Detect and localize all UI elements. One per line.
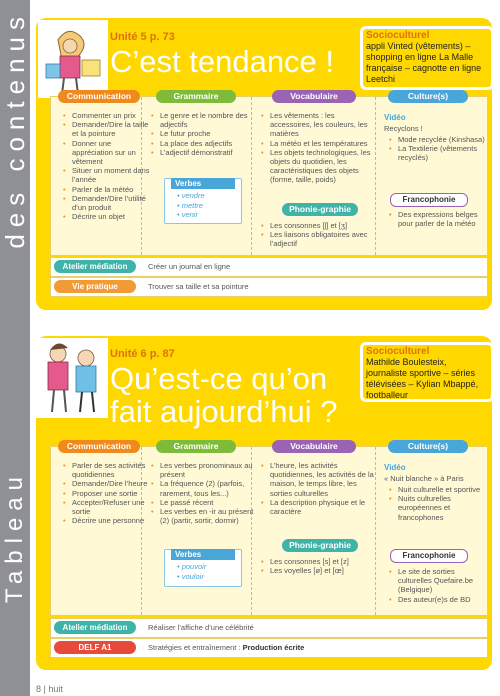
list-item: • Parler de la météo xyxy=(70,185,150,194)
socio-heading: Socioculturel xyxy=(366,30,430,41)
list-item: • La description physique et le caractère xyxy=(268,498,378,516)
unit6-delf-label: DELF A1 xyxy=(54,641,136,654)
unit5-phonie-list xyxy=(260,221,378,249)
list-item: • Le site de sorties culturelles Quefaire.be (Belgique) xyxy=(396,567,488,595)
unit6-atelier-label: Atelier médiation xyxy=(54,621,136,634)
list-item: • Accepter/Refuser une sortie xyxy=(70,498,150,516)
unit5-francophonie-list xyxy=(388,210,488,228)
verb-item: • pouvoir xyxy=(177,562,206,572)
list-item: • Donner une appréciation sur un vêtement xyxy=(70,139,150,167)
unit5-title: C’est tendance ! xyxy=(110,44,335,79)
list-item: • Les consonnes [s] et [z] xyxy=(268,557,378,566)
list-item: • Les verbes en -ir au présent (2) (partir, sortir, dormir) xyxy=(158,507,254,525)
verb-item: • vouloir xyxy=(177,572,206,582)
list-item: • La Textilerie (vêtements recyclés) xyxy=(396,144,488,162)
header-grammaire: Grammaire xyxy=(156,440,236,453)
list-item: • Parler de ses activités quotidiennes xyxy=(70,461,150,479)
list-item: • Les consonnes [ʃ] et [ʒ] xyxy=(268,221,378,230)
unit6-communication-list xyxy=(62,461,150,525)
unit5-atelier-text: Créer un journal en ligne xyxy=(148,262,231,271)
header-vocabulaire: Vocabulaire xyxy=(272,440,356,453)
unit6-vocabulaire-list xyxy=(260,461,378,516)
unit6-title-line2: fait aujourd’hui ? xyxy=(110,394,338,429)
unit6-phonie-header: Phonie-graphie xyxy=(282,539,358,552)
page-number: 8 | huit xyxy=(36,684,63,694)
unit6-delf-text xyxy=(148,643,304,652)
header-culture: Culture(s) xyxy=(388,440,468,453)
header-grammaire: Grammaire xyxy=(156,90,236,103)
sidebar-subtitle: des contenus xyxy=(0,10,30,249)
verbes-title: Verbes xyxy=(171,178,235,189)
list-item: • Les voyelles [ø] et [œ] xyxy=(268,566,378,575)
unit5-francophonie: Francophonie xyxy=(390,193,468,207)
verbes-list xyxy=(177,191,205,220)
unit5-vie-text: Trouver sa taille et sa pointure xyxy=(148,282,249,291)
unit6-atelier-text: Réaliser l’affiche d’une célébrité xyxy=(148,623,254,632)
socio-text: Mathilde Boulesteix, journaliste sportive – séries télévisées – Kylian Mbappé, footballeur xyxy=(366,357,479,400)
list-item: • Proposer une sortie xyxy=(70,489,150,498)
list-item: • Décrire une personne xyxy=(70,516,150,525)
shopping-illustration xyxy=(38,20,108,98)
unit5-vocabulaire-list xyxy=(260,111,378,185)
unit5-vie-label: Vie pratique xyxy=(54,280,136,293)
header-communication: Communication xyxy=(58,440,140,453)
list-item: • Décrire un objet xyxy=(70,212,150,221)
unit5-grammaire-list xyxy=(150,111,254,157)
header-vocabulaire: Vocabulaire xyxy=(272,90,356,103)
unit6-title-line1: Qu’est-ce qu’on xyxy=(110,361,328,396)
unit5-socioculturel xyxy=(360,26,494,90)
list-item: • Les objets technologiques, les objets du quotidien, les caractéristiques des objets (forme, taille, poids) xyxy=(268,148,378,185)
verbes-list xyxy=(177,562,206,581)
list-item: • L’heure, les activités quotidiennes, les activités de la maison, le temps libre, les sorties culturelles xyxy=(268,461,378,498)
list-item: • L’adjectif démonstratif xyxy=(158,148,254,157)
unit5-verbes-box xyxy=(164,178,242,224)
socio-text: appli Vinted (vêtements) – shopping en ligne La Malle française – cagnotte en ligne Leetchi xyxy=(366,41,482,84)
verbes-title: Verbes xyxy=(171,549,235,560)
unit6-socioculturel xyxy=(360,342,494,402)
list-item: • Commenter un prix xyxy=(70,111,150,120)
unit6-label: Unité 6 p. 87 xyxy=(110,348,175,360)
sidebar xyxy=(0,0,30,696)
verb-item: • vendre xyxy=(177,191,205,201)
delf-text-bold: Production écrite xyxy=(242,643,305,652)
unit6-verbes-box xyxy=(164,549,242,587)
list-item: • Les liaisons obligatoires avec l’adjectif xyxy=(268,230,378,248)
people-illustration xyxy=(36,338,108,418)
unit5-phonie-header: Phonie-graphie xyxy=(282,203,358,216)
unit6-phonie-list xyxy=(260,557,378,575)
list-item: • Des auteur(e)s de BD xyxy=(396,595,488,604)
socio-heading: Socioculturel xyxy=(366,346,430,357)
list-item: • Situer un moment dans l’année xyxy=(70,166,150,184)
unit5-label: Unité 5 p. 73 xyxy=(110,31,175,43)
unit6-video: Vidéo xyxy=(384,463,406,472)
list-item: • Demander/Dire l’utilité d’un produit xyxy=(70,194,150,212)
unit6-video-title: « Nuit blanche » à Paris xyxy=(384,474,464,483)
verb-item: • mettre xyxy=(177,201,205,211)
list-item: • Le passé récent xyxy=(158,498,254,507)
unit5-atelier-label: Atelier médiation xyxy=(54,260,136,273)
list-item: • Nuit culturelle et sportive xyxy=(396,485,488,494)
verb-item: • venir xyxy=(177,210,205,220)
header-communication: Communication xyxy=(58,90,140,103)
sidebar-title: Tableau xyxy=(1,470,28,604)
list-item: • Le genre et le nombre des adjectifs xyxy=(158,111,254,129)
delf-text: Stratégies et entraînement : xyxy=(148,643,243,652)
list-item: • La place des adjectifs xyxy=(158,139,254,148)
list-item: • Nuits culturelles européennes et francophones xyxy=(396,494,488,522)
unit5-communication-list xyxy=(62,111,150,221)
list-item: • Mode recyclée (Kinshasa) xyxy=(396,135,488,144)
unit5-video-title: Recyclons ! xyxy=(384,124,423,133)
unit6-francophonie-list xyxy=(388,567,488,604)
unit6-grammaire-list xyxy=(150,461,254,525)
unit5-video: Vidéo xyxy=(384,113,406,122)
list-item: • La météo et les températures xyxy=(268,139,378,148)
list-item: • Le futur proche xyxy=(158,129,254,138)
unit5-culture-list xyxy=(388,135,488,163)
unit6-culture-list xyxy=(388,485,488,522)
list-item: • Les verbes pronominaux au présent xyxy=(158,461,254,479)
list-item: • Des expressions belges pour parler de la météo xyxy=(396,210,488,228)
list-item: • Les vêtements : les accessoires, les couleurs, les matières xyxy=(268,111,378,139)
unit6-francophonie: Francophonie xyxy=(390,549,468,563)
header-culture: Culture(s) xyxy=(388,90,468,103)
list-item: • Demander/Dire l’heure xyxy=(70,479,150,488)
list-item: • Demander/Dire la taille et la pointure xyxy=(70,120,150,138)
list-item: • La fréquence (2) (parfois, rarement, tous les...) xyxy=(158,479,254,497)
